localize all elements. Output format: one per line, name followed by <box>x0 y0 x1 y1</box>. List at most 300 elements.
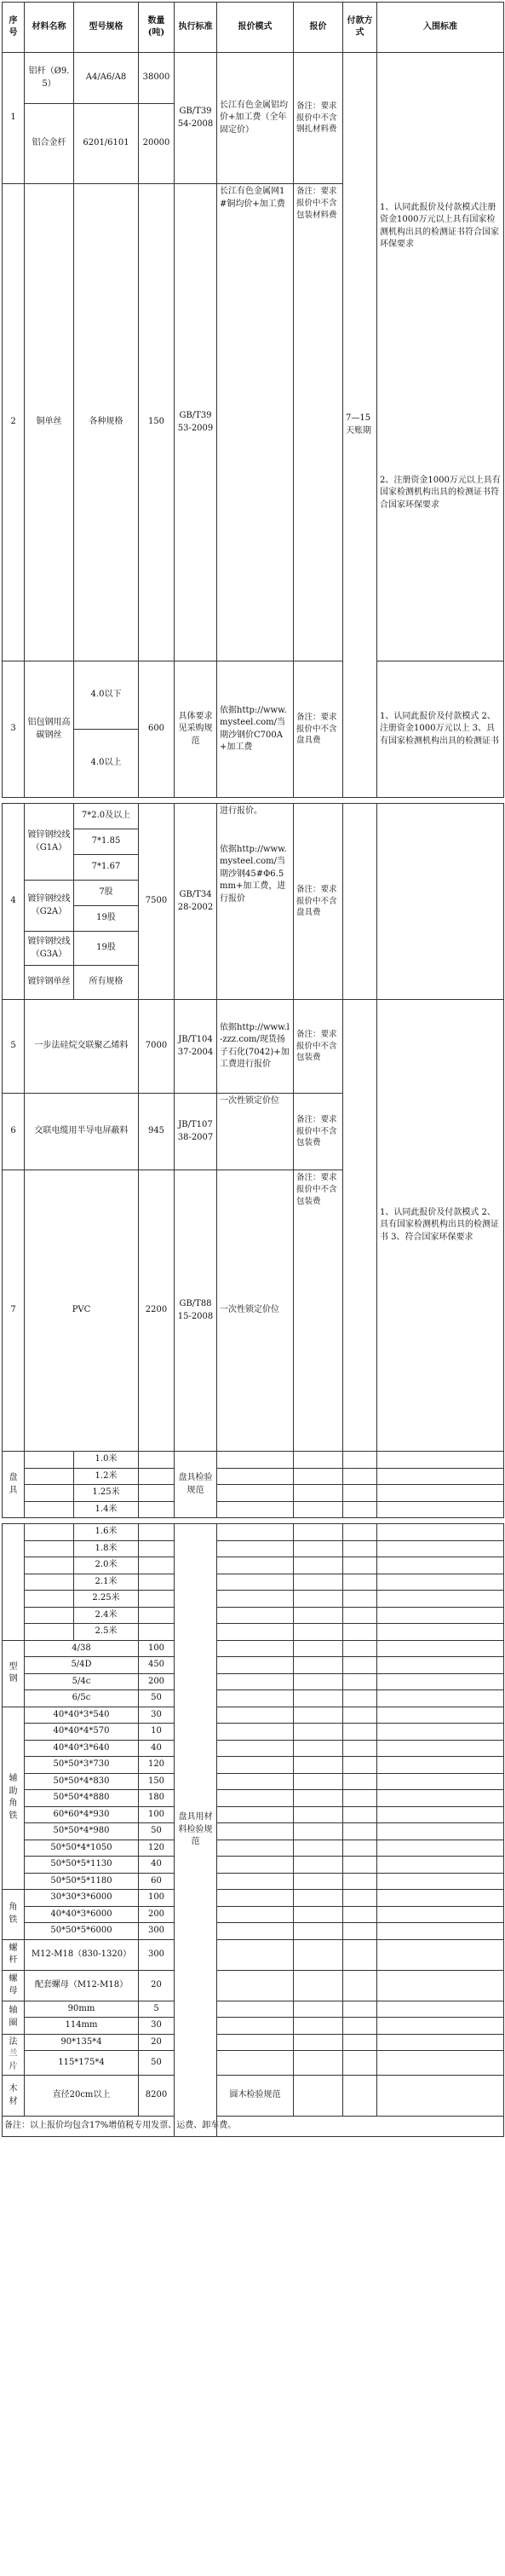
cell-empty <box>294 1540 343 1557</box>
material-qty: 120 <box>139 1840 175 1857</box>
cell-empty <box>294 1524 343 1541</box>
table-row <box>3 2001 504 2018</box>
material-name: 镀锌钢绞线（G3A） <box>25 932 74 966</box>
pvc-label: PVC <box>72 1305 91 1315</box>
material-spec: 2.25米 <box>74 1591 139 1608</box>
cell-empty <box>294 1906 343 1923</box>
cell-empty <box>377 1524 504 1541</box>
material-qty: 8200 <box>139 2076 175 2117</box>
cell-empty <box>139 1557 175 1574</box>
cell-empty <box>343 1640 377 1657</box>
cell-empty <box>217 2018 294 2035</box>
cell-empty <box>294 1724 343 1741</box>
cell-empty <box>139 1607 175 1624</box>
cell-empty <box>217 1690 294 1707</box>
cell-empty <box>217 1540 294 1557</box>
cell-empty <box>343 1823 377 1840</box>
price-note: 备注：要求报价中不含包装材料费 <box>294 184 343 661</box>
cell-empty <box>294 1923 343 1940</box>
material-spec: 115*175*4 <box>25 2051 139 2076</box>
cell-empty <box>377 1607 504 1624</box>
material-spec: 5/4D <box>25 1657 139 1674</box>
table-row <box>3 1740 504 1757</box>
cell-empty <box>294 1607 343 1624</box>
material-spec: 1.4米 <box>74 1501 139 1518</box>
material-qty: 7000 <box>139 1000 175 1094</box>
price-note: 备注：要求报价中不含盘具费 <box>294 661 343 798</box>
row-no: 螺杆 <box>3 1939 25 1970</box>
table-row <box>3 2076 504 2117</box>
row-no: 3 <box>3 661 25 798</box>
material-qty: 120 <box>139 1757 175 1774</box>
material-qty: 945 <box>139 1094 175 1170</box>
cell-empty <box>343 1773 377 1790</box>
footer-note: 备注：以上报价均包含17%增值税专用发票、运费、卸车费。 <box>3 2117 504 2137</box>
cell-empty <box>217 1790 294 1807</box>
cell-empty <box>217 1757 294 1774</box>
cell-empty <box>25 1524 74 1541</box>
material-spec: 7*2.0及以上 <box>74 804 139 829</box>
material-qty: 100 <box>139 1640 175 1657</box>
cell-empty <box>294 1890 343 1907</box>
cell-empty <box>377 1857 504 1874</box>
material-qty: 600 <box>139 661 175 798</box>
material-qty: 20000 <box>139 104 175 184</box>
cell-empty <box>217 2051 294 2076</box>
material-spec: 各种规格 <box>74 184 139 661</box>
cell-empty <box>3 1524 25 1641</box>
table-row <box>3 1823 504 1840</box>
material-spec: 40*40*3*6000 <box>25 1906 139 1923</box>
cell-empty <box>294 1452 343 1469</box>
row-no: 螺母 <box>3 1970 25 2001</box>
material-spec: 所有规格 <box>74 966 139 1000</box>
cell-empty <box>25 1591 74 1608</box>
price-note: 备注：要求报价中不含包装费 <box>294 1094 343 1170</box>
material-spec: 4/38 <box>25 1640 139 1657</box>
cell-empty <box>217 1890 294 1907</box>
cell-empty <box>343 1740 377 1757</box>
exec-standard: 盘具用材料检验规范 <box>175 1524 217 2137</box>
cell-empty <box>343 1906 377 1923</box>
cell-empty <box>294 1557 343 1574</box>
material-qty: 300 <box>139 1923 175 1940</box>
cell-empty <box>377 1673 504 1690</box>
header-quote-mode: 报价模式 <box>217 3 294 53</box>
cell-empty <box>343 1873 377 1890</box>
cell-empty <box>377 1970 504 2001</box>
material-spec: 30*30*3*6000 <box>25 1890 139 1907</box>
cell-empty <box>343 2076 377 2117</box>
cell-empty <box>217 1970 294 2001</box>
header-spec: 型号规格 <box>74 3 139 53</box>
material-spec: 50*50*4*980 <box>25 1823 139 1840</box>
entry-text-1: 1、认同此报价及付款模式注册资金1000万元以上具有国家检测机构出具的检测证书符合国家环保要求 <box>380 202 499 250</box>
cell-empty <box>217 1624 294 1641</box>
cell-empty <box>377 1591 504 1608</box>
cell-empty <box>294 1501 343 1518</box>
cell-empty <box>377 2034 504 2051</box>
material-spec: 90*135*4 <box>25 2034 139 2051</box>
cell-empty <box>217 1939 294 1970</box>
cell-empty <box>25 1624 74 1641</box>
material-spec: 19股 <box>74 906 139 932</box>
cell-empty <box>343 1707 377 1724</box>
cell-empty <box>217 1806 294 1823</box>
table-row <box>3 2018 504 2035</box>
cell-empty <box>343 1724 377 1741</box>
cell-empty <box>217 1673 294 1690</box>
price-note: 备注：要求报价中不含盘具费 <box>294 804 343 1000</box>
procurement-table-page <box>2 2 503 2137</box>
cell-empty <box>343 1923 377 1940</box>
cell-empty <box>377 1724 504 1741</box>
material-qty <box>139 1452 175 1469</box>
material-spec: 1.2米 <box>74 1468 139 1485</box>
material-qty: 30 <box>139 1707 175 1724</box>
material-spec: 4.0以上 <box>74 730 139 798</box>
cell-empty <box>294 1773 343 1790</box>
header-price: 报价 <box>294 3 343 53</box>
row-no: 2 <box>3 184 25 661</box>
table-row <box>3 1906 504 1923</box>
cell-empty <box>377 2076 504 2117</box>
cell-empty <box>217 1501 294 1518</box>
cell-empty <box>294 1970 343 2001</box>
cell-empty <box>343 1806 377 1823</box>
footer-row <box>3 2117 504 2137</box>
table-row <box>3 1485 504 1502</box>
row-no: 木材 <box>3 2076 25 2117</box>
cell-empty <box>217 1524 294 1541</box>
material-spec: 5/4c <box>25 1673 139 1690</box>
table-row <box>3 1939 504 1970</box>
material-spec: 7股 <box>74 881 139 906</box>
material-spec: 50*50*4*880 <box>25 1790 139 1807</box>
row-no: 轴圈 <box>3 2001 25 2034</box>
material-qty: 450 <box>139 1657 175 1674</box>
row-no: 4 <box>3 804 25 1000</box>
cell-empty <box>217 1724 294 1741</box>
cell-empty <box>377 1501 504 1518</box>
row-no: 辅助角铁 <box>3 1707 25 1890</box>
cell-empty <box>139 1485 175 1502</box>
cell-empty <box>217 1923 294 1940</box>
table-row <box>3 1970 504 2001</box>
material-spec: 40*40*3*640 <box>25 1740 139 1757</box>
material-name: 镀锌钢绞线（G2A） <box>25 881 74 932</box>
material-spec: 50*50*5*1130 <box>25 1857 139 1874</box>
material-name: 铝包钢用高碳钢丝 <box>25 661 74 798</box>
cell-empty <box>377 1740 504 1757</box>
cell-empty <box>343 1657 377 1674</box>
cell-empty <box>217 1468 294 1485</box>
entry-standard <box>377 53 504 661</box>
table-row <box>3 1501 504 1518</box>
cell-empty <box>25 1540 74 1557</box>
cell-empty <box>377 1906 504 1923</box>
cell-empty <box>217 2034 294 2051</box>
row-no: 6 <box>3 1094 25 1170</box>
cell-empty <box>294 1707 343 1724</box>
table-row <box>3 1806 504 1823</box>
quote-mode: 一次性锁定价位 <box>217 1094 294 1170</box>
row-no: 7 <box>3 1170 25 1452</box>
material-spec: 60*60*4*930 <box>25 1806 139 1823</box>
exec-standard: GB/T3428-2002 <box>175 804 217 1000</box>
material-spec: 配套螺母（M12-M18） <box>25 1970 139 2001</box>
cell-empty <box>217 1574 294 1591</box>
material-qty: 5 <box>139 2001 175 2018</box>
material-qty: 50 <box>139 2051 175 2076</box>
cell-empty <box>139 1501 175 1518</box>
cell-empty <box>217 1452 294 1469</box>
cell-empty <box>377 1468 504 1485</box>
cell-empty <box>343 1790 377 1807</box>
material-qty: 2200 <box>139 1170 175 1452</box>
material-spec: 50*50*4*1050 <box>25 1840 139 1857</box>
cell-empty <box>217 1873 294 1890</box>
table-row <box>3 1923 504 1940</box>
entry-text-2: 2、注册资金1000万元以上具有国家检测机构出具的检测证书符合国家环保要求 <box>380 475 501 510</box>
cell-empty <box>217 1657 294 1674</box>
material-name: 镀锌钢绞线（G1A） <box>25 804 74 881</box>
material-qty: 20 <box>139 1970 175 2001</box>
table-row <box>3 1673 504 1690</box>
table-row <box>3 1591 504 1608</box>
material-name: 铝杆（Ø9.5） <box>25 53 74 104</box>
cell-empty <box>377 1624 504 1641</box>
material-qty: 200 <box>139 1906 175 1923</box>
cell-empty <box>343 1501 377 1518</box>
material-qty: 10 <box>139 1724 175 1741</box>
material-name <box>25 1170 139 1452</box>
cell-empty <box>294 1673 343 1690</box>
material-spec: A4/A6/A8 <box>74 53 139 104</box>
cell-empty <box>294 1790 343 1807</box>
cell-empty <box>343 1690 377 1707</box>
cell-empty <box>343 2051 377 2076</box>
material-name: 铝合金杆 <box>25 104 74 184</box>
cell-empty <box>343 1970 377 2001</box>
material-qty: 40 <box>139 1740 175 1757</box>
table-row <box>3 1707 504 1724</box>
material-qty: 38000 <box>139 53 175 104</box>
cell-empty <box>343 1840 377 1857</box>
cell-empty <box>217 1857 294 1874</box>
table-row <box>3 1873 504 1890</box>
quote-mode <box>217 804 294 1000</box>
cell-empty <box>25 1557 74 1574</box>
material-spec: 19股 <box>74 932 139 966</box>
cell-empty <box>139 1591 175 1608</box>
cell-empty <box>343 1574 377 1591</box>
exec-standard: 具体要求见采购规范 <box>175 661 217 798</box>
cell-empty <box>377 1707 504 1724</box>
pay-method: 7—15天账期 <box>343 53 377 798</box>
material-spec: 40*40*4*570 <box>25 1724 139 1741</box>
cell-empty <box>217 1707 294 1724</box>
table-row <box>3 661 504 730</box>
cell-empty <box>343 1452 377 1469</box>
cell-empty <box>217 2001 294 2018</box>
header-qty: 数量(吨) <box>139 3 175 53</box>
cell-empty <box>25 1468 74 1485</box>
exec-standard: GB/T3954-2008 <box>175 53 217 184</box>
cell-empty <box>294 1939 343 1970</box>
cell-empty <box>377 1640 504 1657</box>
table-row <box>3 1624 504 1641</box>
cell-empty <box>217 1485 294 1502</box>
entry-standard: 1、认同此报价及付款模式 2、具有国家检测机构出具的检测证书 3、符合国家环保要求 <box>377 1000 504 1452</box>
material-spec: 7*1.67 <box>74 855 139 881</box>
material-spec: 40*40*3*540 <box>25 1707 139 1724</box>
material-spec: 6201/6101 <box>74 104 139 184</box>
material-qty: 50 <box>139 1690 175 1707</box>
header-pay: 付款方式 <box>343 3 377 53</box>
cell-empty <box>25 1501 74 1518</box>
cell-empty <box>343 1557 377 1574</box>
table-row <box>3 1857 504 1874</box>
material-qty: 60 <box>139 1873 175 1890</box>
material-qty: 20 <box>139 2034 175 2051</box>
quote-mode: 依据http://www.l-zzz.com/现货扬子石化(7042)+加工费进行报价 <box>217 1000 294 1094</box>
cell-empty <box>343 1673 377 1690</box>
table-row <box>3 1790 504 1807</box>
material-qty: 180 <box>139 1790 175 1807</box>
material-name: 铜单丝 <box>25 184 74 661</box>
table-row <box>3 1690 504 1707</box>
material-qty: 7500 <box>139 804 175 1000</box>
cell-empty <box>294 1823 343 1840</box>
header-row <box>3 3 504 53</box>
cell-empty <box>25 1607 74 1624</box>
material-qty: 30 <box>139 2018 175 2035</box>
material-qty: 150 <box>139 184 175 661</box>
cell-empty <box>343 2018 377 2035</box>
table-row <box>3 2034 504 2051</box>
cell-empty <box>377 1873 504 1890</box>
quote-mode-main: 依据http://www.mysteel.com/当期沙钢45#Φ6.5mm+加工费，进行报价 <box>220 844 287 904</box>
cell-empty <box>377 2018 504 2035</box>
quote-mode: 长江有色金属网1#铜均价+加工费 <box>217 184 294 661</box>
table-row <box>3 804 504 829</box>
cell-empty <box>377 1485 504 1502</box>
cell-empty <box>377 1773 504 1790</box>
pay-method-empty <box>343 804 377 1000</box>
cell-empty <box>343 1540 377 1557</box>
cell-empty <box>343 1607 377 1624</box>
cell-empty <box>294 2051 343 2076</box>
cell-empty <box>377 1690 504 1707</box>
cell-empty <box>139 1468 175 1485</box>
cell-empty <box>377 1939 504 1970</box>
table-row <box>3 1657 504 1674</box>
cell-empty <box>217 1591 294 1608</box>
cell-empty <box>377 1452 504 1469</box>
cell-empty <box>377 1823 504 1840</box>
header-entry: 入围标准 <box>377 3 504 53</box>
material-spec: 114mm <box>25 2018 139 2035</box>
exec-standard: GB/T8815-2008 <box>175 1170 217 1452</box>
table-row <box>3 1000 504 1094</box>
procurement-table <box>2 2 504 2137</box>
cell-empty <box>294 2018 343 2035</box>
entry-standard: 1、认同此报价及付款模式 2、注册资金1000万元以上 3、具有国家检测机构出具的检测证书 <box>377 661 504 798</box>
price-note: 备注：要求报价中不含钢扎材料费 <box>294 53 343 184</box>
material-qty: 100 <box>139 1890 175 1907</box>
material-name: 一步法硅烷交联聚乙烯料 <box>25 1000 139 1094</box>
cell-empty <box>294 2034 343 2051</box>
material-spec: 2.0米 <box>74 1557 139 1574</box>
table-row <box>3 1773 504 1790</box>
material-spec: 2.4米 <box>74 1607 139 1624</box>
cell-empty <box>25 1485 74 1502</box>
cell-empty <box>294 1757 343 1774</box>
cell-empty <box>343 1591 377 1608</box>
cell-empty <box>294 1640 343 1657</box>
material-spec: 2.5米 <box>74 1624 139 1641</box>
cell-empty <box>343 1624 377 1641</box>
material-spec: 50*50*3*730 <box>25 1757 139 1774</box>
material-spec: 50*50*5*1180 <box>25 1873 139 1890</box>
cell-empty <box>343 1485 377 1502</box>
material-qty: 50 <box>139 1823 175 1840</box>
material-spec: 1.0米 <box>74 1452 139 1469</box>
cell-empty <box>294 1624 343 1641</box>
table-row <box>3 1468 504 1485</box>
cell-empty <box>343 2034 377 2051</box>
cell-empty <box>377 2001 504 2018</box>
table-row <box>3 1607 504 1624</box>
cell-empty <box>139 1574 175 1591</box>
cell-empty <box>294 2001 343 2018</box>
exec-standard: JB/T10437-2004 <box>175 1000 217 1094</box>
material-spec: 4.0以下 <box>74 661 139 730</box>
cell-empty <box>217 1823 294 1840</box>
material-spec: 50*50*4*830 <box>25 1773 139 1790</box>
cell-empty <box>217 1840 294 1857</box>
cell-empty <box>217 1906 294 1923</box>
cell-empty <box>217 1773 294 1790</box>
material-spec: 90mm <box>25 2001 139 2018</box>
material-name: 镀锌钢单丝 <box>25 966 74 1000</box>
row-no: 1 <box>3 53 25 184</box>
cell-empty <box>377 1890 504 1907</box>
cell-empty <box>377 1840 504 1857</box>
price-note: 备注：要求报价中不含包装费 <box>294 1000 343 1094</box>
cell-empty <box>294 1690 343 1707</box>
row-no: 5 <box>3 1000 25 1094</box>
cell-empty <box>217 1740 294 1757</box>
exec-standard: JB/T10738-2007 <box>175 1094 217 1170</box>
table-row <box>3 53 504 104</box>
cell-empty <box>377 1557 504 1574</box>
material-spec: 直径20cm以上 <box>25 2076 139 2117</box>
quote-mode: 一次性锁定价位 <box>217 1170 294 1452</box>
cell-empty <box>377 1540 504 1557</box>
material-spec: 50*50*5*6000 <box>25 1923 139 1940</box>
cell-empty <box>294 1574 343 1591</box>
cell-empty <box>139 1524 175 1541</box>
quote-mode-top: 进行报价。 <box>220 806 262 816</box>
material-spec: 7*1.85 <box>74 829 139 855</box>
cell-empty <box>139 1624 175 1641</box>
table-row <box>3 1540 504 1557</box>
material-qty: 100 <box>139 1806 175 1823</box>
quote-mode: 长江有色金属铝均价+加工费（全年固定价） <box>217 53 294 184</box>
price-note: 备注：要求报价中不含包装费 <box>294 1170 343 1452</box>
